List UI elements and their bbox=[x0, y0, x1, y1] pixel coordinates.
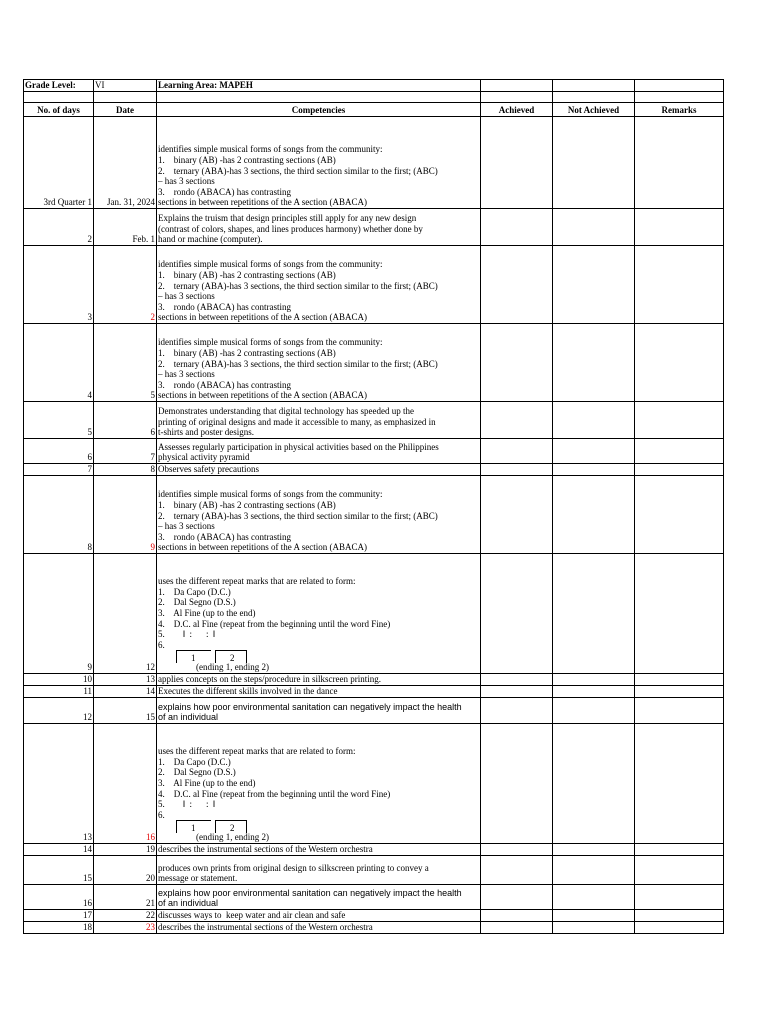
not-achieved-cell bbox=[553, 117, 635, 209]
achieved-cell bbox=[481, 402, 553, 439]
achieved-cell bbox=[481, 209, 553, 246]
competency-line: 1. binary (AB) -has 2 contrasting sections (AB) bbox=[158, 155, 336, 166]
table-row bbox=[24, 686, 724, 698]
date-cell: 14 bbox=[94, 686, 157, 698]
table-row bbox=[24, 674, 724, 686]
competency-line: describes the instrumental sections of the Western orchestra bbox=[158, 922, 373, 933]
remarks-cell bbox=[635, 324, 724, 402]
table-row bbox=[24, 439, 724, 464]
competency-line: printing of original designs and made it accessible to many, as emphasized in bbox=[158, 416, 436, 427]
header-row bbox=[24, 80, 724, 92]
competency-line: Explains the truism that design principles still apply for any new design bbox=[158, 213, 417, 224]
competency-line: sections in between repetitions of the A section (ABACA) bbox=[158, 390, 367, 401]
table-row bbox=[24, 698, 724, 724]
competency-line: 2. ternary (ABA)-has 3 sections, the third section similar to the first; (ABC) bbox=[158, 280, 438, 291]
competency-line: 1. Da Capo (D.C.) bbox=[158, 756, 231, 767]
competency-cell bbox=[157, 324, 481, 402]
grade-label: Grade Level: bbox=[24, 80, 94, 92]
competency-line: of an individual bbox=[158, 898, 219, 909]
day-cell: 13 bbox=[24, 724, 94, 844]
not-achieved-cell bbox=[553, 922, 635, 934]
col-header-date: Date bbox=[94, 103, 157, 117]
achieved-cell bbox=[481, 698, 553, 724]
day-cell: 9 bbox=[24, 554, 94, 674]
competency-line: 5. bbox=[158, 799, 165, 810]
ending-2-bracket bbox=[215, 650, 247, 663]
not-achieved-cell bbox=[553, 554, 635, 674]
day-cell: 10 bbox=[24, 674, 94, 686]
table-row bbox=[24, 856, 724, 885]
table-row bbox=[24, 724, 724, 844]
date-cell: 21 bbox=[94, 885, 157, 910]
achieved-cell bbox=[481, 910, 553, 922]
table-row bbox=[24, 117, 724, 209]
day-cell: 2 bbox=[24, 209, 94, 246]
col-header-competencies: Competencies bbox=[157, 103, 481, 117]
not-achieved-cell bbox=[553, 439, 635, 464]
date-cell: 6 bbox=[94, 402, 157, 439]
competency-cell bbox=[157, 686, 481, 698]
table-row bbox=[24, 402, 724, 439]
table-row bbox=[24, 554, 724, 674]
date-cell: 9 bbox=[94, 476, 157, 554]
competency-line: 3. rondo (ABACA) has contrasting bbox=[158, 301, 291, 312]
achieved-cell bbox=[481, 324, 553, 402]
competency-line: 2. ternary (ABA)-has 3 sections, the third section similar to the first; (ABC) bbox=[158, 165, 438, 176]
achieved-cell bbox=[481, 686, 553, 698]
not-achieved-cell bbox=[553, 844, 635, 856]
competency-cell bbox=[157, 724, 481, 844]
competency-line: 3. Al Fine (up to the end) bbox=[158, 778, 256, 789]
achieved-cell bbox=[481, 464, 553, 476]
remarks-cell bbox=[635, 856, 724, 885]
table-row bbox=[24, 464, 724, 476]
competency-line: 2. Dal Segno (D.S.) bbox=[158, 597, 236, 608]
day-cell: 18 bbox=[24, 922, 94, 934]
ending-caption: (ending 1, ending 2) bbox=[196, 662, 269, 673]
competency-line: physical activity pyramid bbox=[158, 452, 250, 463]
ending-1-bracket bbox=[176, 650, 211, 663]
repeat-sign-symbol: ‖ : : ‖ bbox=[182, 799, 217, 810]
remarks-cell bbox=[635, 117, 724, 209]
competency-line: hand or machine (computer). bbox=[158, 234, 263, 245]
remarks-cell bbox=[635, 476, 724, 554]
ending-2-number: 2 bbox=[230, 823, 235, 834]
day-cell: 11 bbox=[24, 686, 94, 698]
grade-value: VI bbox=[94, 80, 157, 92]
date-cell: 20 bbox=[94, 856, 157, 885]
ending-1-bracket bbox=[176, 820, 211, 833]
day-cell: 3 bbox=[24, 246, 94, 324]
competency-line: 1. binary (AB) -has 2 contrasting sections (AB) bbox=[158, 500, 336, 511]
competency-line: uses the different repeat marks that are related to form: bbox=[158, 746, 356, 757]
competency-line: 3. Al Fine (up to the end) bbox=[158, 608, 256, 619]
competency-cell bbox=[157, 246, 481, 324]
day-cell: 4 bbox=[24, 324, 94, 402]
spacer-row bbox=[24, 92, 724, 103]
competency-line: identifies simple musical forms of songs from the community: bbox=[158, 489, 383, 500]
competency-line: explains how poor environmental sanitation can negatively impact the health bbox=[158, 887, 462, 898]
competency-line: 3. rondo (ABACA) has contrasting bbox=[158, 186, 291, 197]
achieved-cell bbox=[481, 885, 553, 910]
date-cell: 22 bbox=[94, 910, 157, 922]
competency-cell bbox=[157, 476, 481, 554]
remarks-cell bbox=[635, 402, 724, 439]
competency-cell bbox=[157, 117, 481, 209]
competency-line: 3. rondo (ABACA) has contrasting bbox=[158, 379, 291, 390]
date-cell: 5 bbox=[94, 324, 157, 402]
achieved-cell bbox=[481, 922, 553, 934]
not-achieved-cell bbox=[553, 910, 635, 922]
not-achieved-cell bbox=[553, 209, 635, 246]
competency-line: uses the different repeat marks that are related to form: bbox=[158, 576, 356, 587]
col-header-achieved: Achieved bbox=[481, 103, 553, 117]
not-achieved-cell bbox=[553, 246, 635, 324]
competency-line: identifies simple musical forms of songs from the community: bbox=[158, 337, 383, 348]
competency-table bbox=[23, 79, 724, 934]
ending-2-bracket bbox=[215, 820, 247, 833]
not-achieved-cell bbox=[553, 686, 635, 698]
competency-cell bbox=[157, 885, 481, 910]
ending-brackets bbox=[176, 650, 479, 662]
competency-line: 4. D.C. al Fine (repeat from the beginning until the word Fine) bbox=[158, 788, 391, 799]
achieved-cell bbox=[481, 439, 553, 464]
not-achieved-cell bbox=[553, 476, 635, 554]
competency-line: discusses ways to keep water and air clean and safe bbox=[158, 910, 346, 921]
not-achieved-cell bbox=[553, 724, 635, 844]
competency-line: Demonstrates understanding that digital technology has speeded up the bbox=[158, 406, 414, 417]
achieved-cell bbox=[481, 476, 553, 554]
competency-cell bbox=[157, 439, 481, 464]
competency-line: identifies simple musical forms of songs from the community: bbox=[158, 259, 383, 270]
day-cell: 12 bbox=[24, 698, 94, 724]
table-row bbox=[24, 246, 724, 324]
not-achieved-cell bbox=[553, 885, 635, 910]
remarks-cell bbox=[635, 885, 724, 910]
day-cell: 3rd Quarter 1 bbox=[24, 117, 94, 209]
ending-2-number: 2 bbox=[230, 653, 235, 664]
remarks-cell bbox=[635, 674, 724, 686]
competency-line: 1. Da Capo (D.C.) bbox=[158, 586, 231, 597]
day-cell: 14 bbox=[24, 844, 94, 856]
competency-line: describes the instrumental sections of the Western orchestra bbox=[158, 844, 373, 855]
competency-line: identifies simple musical forms of songs from the community: bbox=[158, 144, 383, 155]
day-cell: 8 bbox=[24, 476, 94, 554]
competency-line: – has 3 sections bbox=[158, 369, 215, 380]
competency-line: 1. binary (AB) -has 2 contrasting sections (AB) bbox=[158, 348, 336, 359]
achieved-cell bbox=[481, 246, 553, 324]
competency-line: 6. bbox=[158, 639, 165, 650]
competency-line: 6. bbox=[158, 809, 165, 820]
ending-1-number: 1 bbox=[191, 653, 196, 664]
date-cell: 23 bbox=[94, 922, 157, 934]
remarks-cell bbox=[635, 698, 724, 724]
competency-line: t-shirts and poster designs. bbox=[158, 427, 254, 438]
not-achieved-cell bbox=[553, 464, 635, 476]
date-cell: 7 bbox=[94, 439, 157, 464]
ending-caption: (ending 1, ending 2) bbox=[196, 832, 269, 843]
competency-line: 5. bbox=[158, 629, 165, 640]
remarks-cell bbox=[635, 246, 724, 324]
competency-line: – has 3 sections bbox=[158, 521, 215, 532]
table-row bbox=[24, 476, 724, 554]
repeat-sign-symbol: ‖ : : ‖ bbox=[182, 629, 217, 640]
day-cell: 5 bbox=[24, 402, 94, 439]
competency-cell bbox=[157, 856, 481, 885]
remarks-cell bbox=[635, 554, 724, 674]
competency-line: sections in between repetitions of the A section (ABACA) bbox=[158, 312, 367, 323]
competency-line: Assesses regularly participation in physical activities based on the Philippines bbox=[158, 441, 439, 452]
competency-line: 1. binary (AB) -has 2 contrasting sections (AB) bbox=[158, 270, 336, 281]
remarks-cell bbox=[635, 922, 724, 934]
remarks-cell bbox=[635, 724, 724, 844]
not-achieved-cell bbox=[553, 698, 635, 724]
column-header-row bbox=[24, 103, 724, 117]
competency-cell bbox=[157, 698, 481, 724]
competency-line: 4. D.C. al Fine (repeat from the beginning until the word Fine) bbox=[158, 618, 391, 629]
competency-line: explains how poor environmental sanitation can negatively impact the health bbox=[158, 701, 462, 712]
table-row bbox=[24, 885, 724, 910]
achieved-cell bbox=[481, 724, 553, 844]
competency-line: Executes the different skills involved in the dance bbox=[158, 686, 338, 697]
not-achieved-cell bbox=[553, 674, 635, 686]
competency-line: of an individual bbox=[158, 712, 219, 723]
remarks-cell bbox=[635, 439, 724, 464]
date-cell: 19 bbox=[94, 844, 157, 856]
day-cell: 15 bbox=[24, 856, 94, 885]
date-cell: Feb. 1 bbox=[94, 209, 157, 246]
day-cell: 6 bbox=[24, 439, 94, 464]
competency-line: 2. ternary (ABA)-has 3 sections, the third section similar to the first; (ABC) bbox=[158, 510, 438, 521]
achieved-cell bbox=[481, 554, 553, 674]
ending-1-number: 1 bbox=[191, 823, 196, 834]
competency-line: 2. Dal Segno (D.S.) bbox=[158, 767, 236, 778]
achieved-cell bbox=[481, 856, 553, 885]
date-cell: 13 bbox=[94, 674, 157, 686]
remarks-cell bbox=[635, 464, 724, 476]
competency-line: 2. ternary (ABA)-has 3 sections, the third section similar to the first; (ABC) bbox=[158, 358, 438, 369]
remarks-cell bbox=[635, 910, 724, 922]
ending-brackets bbox=[176, 820, 479, 832]
day-cell: 16 bbox=[24, 885, 94, 910]
table-row bbox=[24, 209, 724, 246]
competency-cell bbox=[157, 910, 481, 922]
remarks-cell bbox=[635, 686, 724, 698]
date-cell: 12 bbox=[94, 554, 157, 674]
table-row bbox=[24, 910, 724, 922]
not-achieved-cell bbox=[553, 324, 635, 402]
remarks-cell bbox=[635, 209, 724, 246]
achieved-cell bbox=[481, 844, 553, 856]
competency-cell bbox=[157, 464, 481, 476]
competency-line: message or statement. bbox=[158, 873, 238, 884]
day-cell: 17 bbox=[24, 910, 94, 922]
not-achieved-cell bbox=[553, 402, 635, 439]
table-row bbox=[24, 844, 724, 856]
competency-cell bbox=[157, 674, 481, 686]
competency-line: – has 3 sections bbox=[158, 176, 215, 187]
achieved-cell bbox=[481, 117, 553, 209]
competency-line: – has 3 sections bbox=[158, 291, 215, 302]
competency-cell bbox=[157, 922, 481, 934]
competency-line: applies concepts on the steps/procedure in silkscreen printing. bbox=[158, 674, 381, 685]
not-achieved-cell bbox=[553, 856, 635, 885]
table-row bbox=[24, 922, 724, 934]
competency-line: (contrast of colors, shapes, and lines produces harmony) whether done by bbox=[158, 223, 423, 234]
competency-line: produces own prints from original design to silkscreen printing to convey a bbox=[158, 862, 429, 873]
competency-line: 3. rondo (ABACA) has contrasting bbox=[158, 531, 291, 542]
date-cell: 2 bbox=[94, 246, 157, 324]
table-row bbox=[24, 324, 724, 402]
col-header-days: No. of days bbox=[24, 103, 94, 117]
competency-line: sections in between repetitions of the A section (ABACA) bbox=[158, 542, 367, 553]
learning-area: Learning Area: MAPEH bbox=[157, 80, 481, 92]
date-cell: 8 bbox=[94, 464, 157, 476]
col-header-not-achieved: Not Achieved bbox=[553, 103, 635, 117]
col-header-remarks: Remarks bbox=[635, 103, 724, 117]
competency-line: sections in between repetitions of the A section (ABACA) bbox=[158, 197, 367, 208]
competency-cell bbox=[157, 554, 481, 674]
competency-cell bbox=[157, 844, 481, 856]
date-cell: 16 bbox=[94, 724, 157, 844]
achieved-cell bbox=[481, 674, 553, 686]
competency-line: Observes safety precautions bbox=[158, 464, 259, 475]
competency-cell bbox=[157, 209, 481, 246]
remarks-cell bbox=[635, 844, 724, 856]
date-cell: Jan. 31, 2024 bbox=[94, 117, 157, 209]
date-cell: 15 bbox=[94, 698, 157, 724]
competency-cell bbox=[157, 402, 481, 439]
day-cell: 7 bbox=[24, 464, 94, 476]
